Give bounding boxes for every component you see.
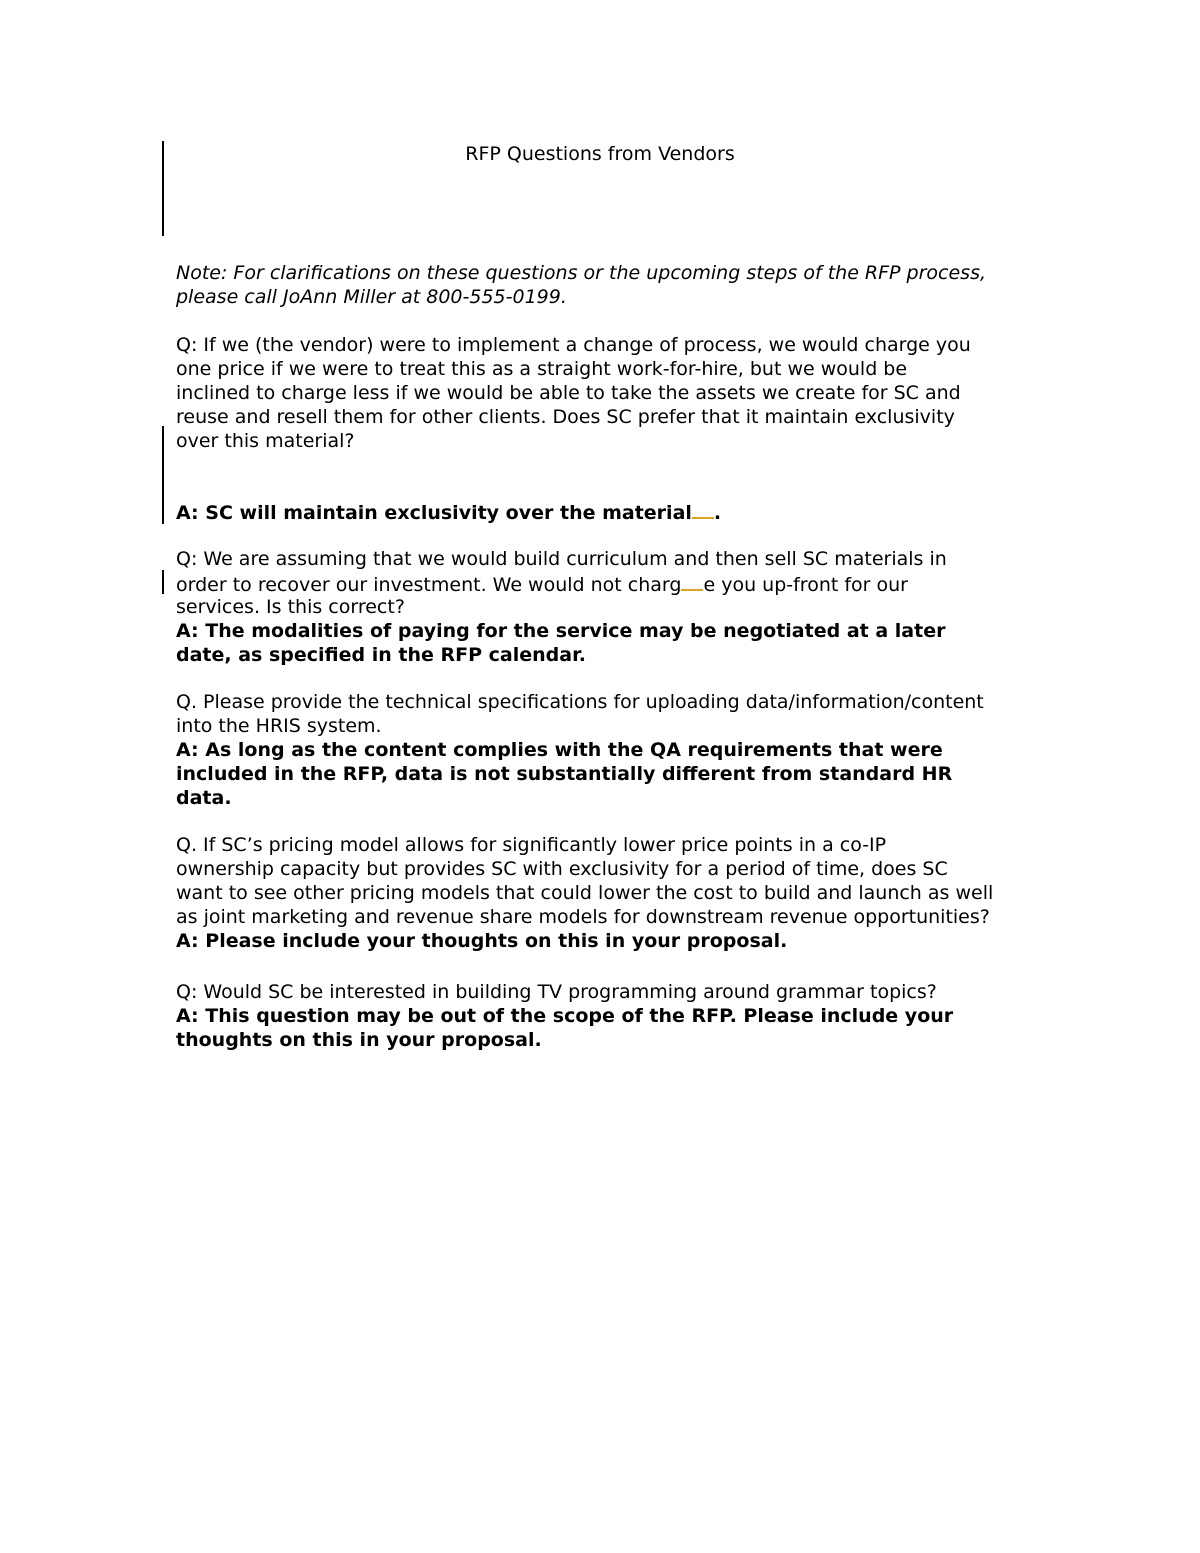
question-1 [176,333,1036,453]
question-line: one price if we were to treat this as a straight work-for-hire, but we would be [176,358,908,380]
question-line: services. Is this correct? [176,596,405,618]
question-line: want to see other pricing models that could lower the cost to build and launch as well [176,882,994,904]
insertion-mark [681,571,703,591]
answer-line: thoughts on this in your proposal. [176,1029,542,1051]
insertion-mark [692,499,714,519]
question-line: Q: Would SC be interested in building TV programming around grammar topics? [176,981,937,1003]
question-3 [176,690,1036,738]
answer-5 [176,1004,1036,1052]
answer-line: A: This question may be out of the scope of the RFP. Please include your [176,1005,954,1027]
question-line: Q: If we (the vendor) were to implement a change of process, we would charge you [176,334,971,356]
note-paragraph [176,261,1036,309]
answer-line: A: Please include your thoughts on this in your proposal. [176,930,788,952]
answer-line [176,499,1036,523]
question-line: ownership capacity but provides SC with exclusivity for a period of time, does SC [176,858,948,880]
question-line: reuse and resell them for other clients. Does SC prefer that it maintain exclusivity [176,406,955,428]
question-text: order to recover our investment. We would not charg [176,574,682,596]
question-line: Q. Please provide the technical specifications for uploading data/information/content [176,691,984,713]
answer-3 [176,738,1036,810]
answer-line: included in the RFP, data is not substantially different from standard HR [176,763,953,785]
question-line: over this material? [176,430,355,452]
question-line: Q: We are assuming that we would build curriculum and then sell SC materials in [176,548,947,570]
document-title: RFP Questions from Vendors [465,143,735,165]
question-text: e you up-front for our [703,574,908,596]
answer-line: A: As long as the content complies with the QA requirements that were [176,739,943,761]
note-line: Note: For clarifications on these questions or the upcoming steps of the RFP process, [176,262,987,284]
question-line: inclined to charge less if we would be able to take the assets we create for SC and [176,382,961,404]
question-line: as joint marketing and revenue share models for downstream revenue opportunities? [176,906,990,928]
answer-line: date, as specified in the RFP calendar. [176,644,586,666]
question-5 [176,980,1036,1004]
question-line: into the HRIS system. [176,715,382,737]
question-2 [176,547,1036,619]
answer-line: A: The modalities of paying for the service may be negotiated at a later [176,620,946,642]
question-line [176,571,1036,595]
note-line: please call JoAnn Miller at 800-555-0199. [176,286,567,308]
change-bar-question-2 [162,570,164,594]
answer-end: . [713,502,722,524]
answer-line: data. [176,787,232,809]
question-4 [176,833,1036,929]
change-bar-answer-1 [162,426,164,524]
question-line: Q. If SC’s pricing model allows for significantly lower price points in a co-IP [176,834,887,856]
answer-2 [176,619,1036,667]
answer-4 [176,929,1036,953]
answer-text: A: SC will maintain exclusivity over the material [176,502,692,524]
answer-1 [176,499,1036,523]
